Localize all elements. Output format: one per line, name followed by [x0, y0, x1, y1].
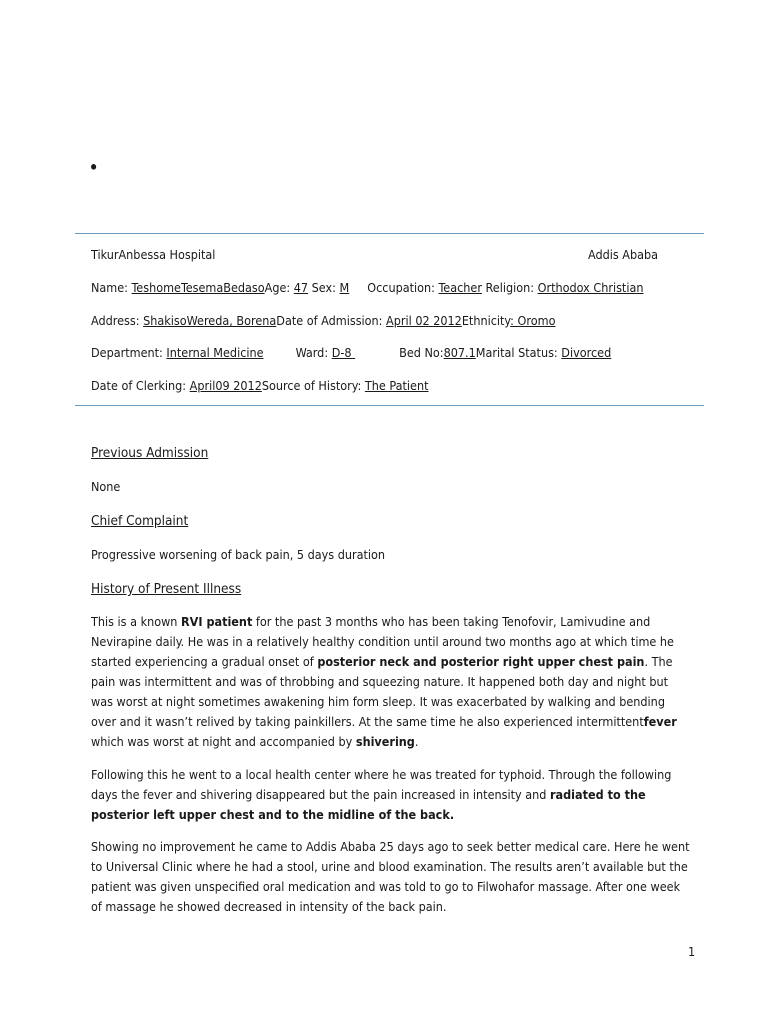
marital-label: Marital Status: [475, 345, 562, 360]
ward-label: Ward: [295, 345, 332, 360]
occupation-label: Occupation: [367, 280, 439, 295]
hospital-city: Addis Ababa [588, 247, 659, 262]
bullet-mark: • [89, 158, 99, 177]
history-source-label: Source of History: [261, 378, 365, 393]
hpi-p1-text-5: . [414, 734, 419, 749]
hpi-p2-bold-1: radiated to the posterior left upper chest and to the midline of the back. [91, 787, 646, 822]
hpi-p1-text-3: . The pain was intermittent and was of throbbing and squeezing nature. It happened both day and night but was worst at night sometimes awakening him form sleep. It was exacerbated by walking and bending over and it wasn’t relived by taking painkillers. At the same time he also experienced intermittent [91, 654, 673, 729]
address-label: Address: [91, 313, 144, 328]
chief-complaint-text: Progressive worsening of back pain, 5 days duration [91, 547, 386, 562]
hpi-p1-bold-4: shivering [355, 734, 415, 749]
clerking-date: April09 2012 [189, 378, 262, 393]
patient-address-line [91, 313, 555, 329]
patient-department: Internal Medicine [166, 345, 264, 360]
header-divider-bottom [75, 405, 704, 406]
patient-age: 47 [293, 280, 309, 295]
patient-name: TeshomeTesemaBedaso [131, 280, 265, 295]
patient-sex: M [339, 280, 350, 295]
header-divider-top [75, 233, 704, 234]
age-label: Age: [264, 280, 294, 295]
hpi-paragraph-2 [91, 765, 691, 825]
name-label: Name: [91, 280, 132, 295]
patient-identity-line [91, 280, 643, 296]
previous-admission-text: None [91, 479, 121, 494]
patient-religion: Orthodox Christian [537, 280, 644, 295]
hpi-p1-bold-2: posterior neck and posterior right upper chest pain [317, 654, 645, 669]
hpi-heading: History of Present Illness [91, 581, 242, 597]
clerking-label: Date of Clerking: [91, 378, 190, 393]
chief-complaint-heading: Chief Complaint [91, 513, 189, 529]
hospital-name: TikurAnbessa Hospital [91, 247, 216, 262]
patient-occupation: Teacher [438, 280, 482, 295]
clerking-line [91, 378, 428, 394]
history-source: The Patient [364, 378, 429, 393]
hpi-p1-bold-1: RVI patient [180, 614, 253, 629]
hpi-p2-text-1: Following this he went to a local health center where he was treated for typhoid. Through the following days the fever and shivering disappeared but the pain increased in intensity and [91, 767, 672, 802]
patient-address: ShakisoWereda, Borena [143, 313, 277, 328]
previous-admission-heading: Previous Admission [91, 445, 209, 461]
ethnicity-label: Ethnicity [461, 313, 511, 328]
admission-date: April 02 2012 [386, 313, 462, 328]
admission-label: Date of Admission: [276, 313, 387, 328]
sex-label: Sex: [308, 280, 340, 295]
patient-bed: 807.1 [443, 345, 476, 360]
patient-ward-line [91, 345, 611, 361]
patient-marital-status: Divorced [561, 345, 612, 360]
religion-label: Religion: [481, 280, 538, 295]
patient-ward: D-8 [331, 345, 356, 360]
hpi-p1-text-1: This is a known [91, 614, 181, 629]
hpi-paragraph-3 [91, 837, 691, 917]
patient-ethnicity: : Oromo [510, 313, 556, 328]
department-label: Department: [91, 345, 167, 360]
bed-label: Bed No: [399, 345, 444, 360]
hpi-p1-text-2: for the past 3 months who has been taking Tenofovir, Lamivudine and Nevirapine daily. He was in a relatively healthy condition until around two months ago at which time he started experiencing a gradual onset of [91, 614, 674, 669]
hpi-paragraph-1 [91, 612, 691, 752]
hpi-p3-text: Showing no improvement he came to Addis Ababa 25 days ago to seek better medical care. Here he went to Universal Clinic where he had a stool, urine and blood examination. The results aren’t available but the patient was given unspecified oral medication and was told to go to Filwohafor massage. After one week of massage he showed decreased in intensity of the back pain. [91, 839, 690, 914]
hpi-p1-bold-3: fever [643, 714, 677, 729]
hpi-p1-text-4: which was worst at night and accompanied by [91, 734, 356, 749]
page-number: 1 [688, 944, 696, 959]
